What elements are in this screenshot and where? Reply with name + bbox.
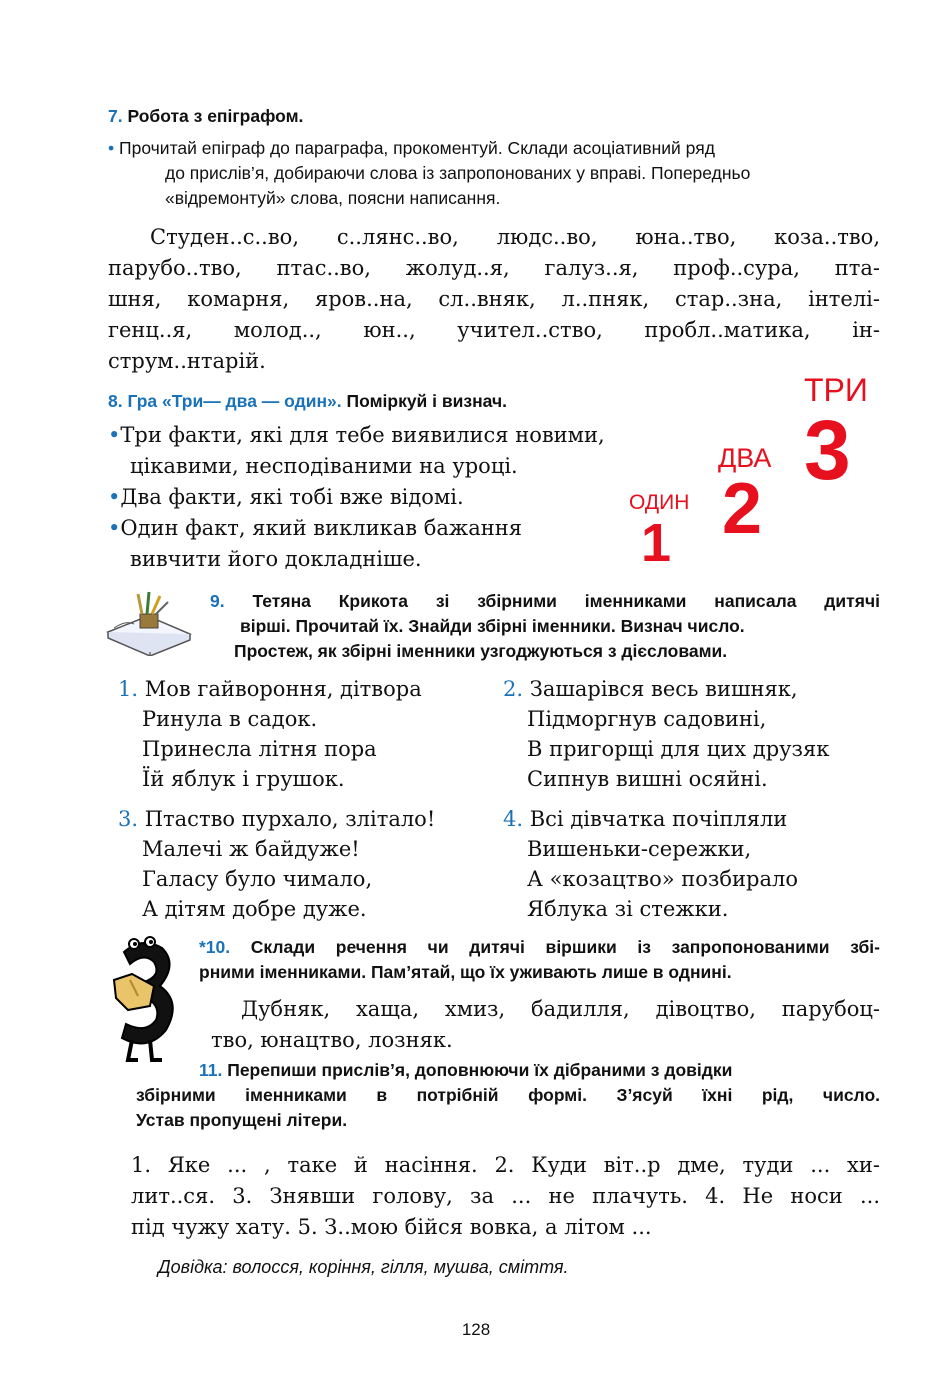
task-11-heading — [136, 1058, 880, 1133]
task-7-instruction — [108, 136, 880, 211]
poem-number: 1. — [118, 677, 139, 701]
poem-line: Зашарівся весь вишняк, — [529, 677, 798, 701]
poem-4 — [503, 804, 798, 924]
task-8-heading — [108, 389, 507, 414]
notebook-pencils-icon — [104, 590, 196, 656]
dva-number: 2 — [722, 469, 763, 549]
words-line: Дубняк, хаща, хмиз, бадилля, дівоцтво, парубоц- — [241, 997, 880, 1021]
task-11-number: 11. — [199, 1060, 223, 1080]
list-item: Один факт, який викликав бажання — [120, 516, 522, 540]
task-9-number: 9. — [210, 591, 225, 611]
poem-line: Малечі ж байдуже! — [142, 837, 360, 861]
odyn-number: 1 — [641, 513, 672, 573]
task-10-heading — [199, 935, 880, 985]
task-8-title-blue: 8. Гра «Три— два — один». — [108, 391, 342, 411]
number-three-mascot-icon — [104, 934, 180, 1062]
odyn-label: ОДИН — [629, 491, 690, 514]
poem-line: Яблука зі стежки. — [527, 897, 729, 921]
poem-line: Принесла літня пора — [142, 737, 377, 761]
bullet-icon: • — [108, 138, 115, 158]
task-11-line: Устав пропущені літери. — [136, 1110, 348, 1130]
tri-number: 3 — [804, 403, 851, 497]
poem-line: Галасу було чимало, — [142, 867, 373, 891]
poem-number: 4. — [503, 807, 524, 831]
words-line: струм..нтарій. — [108, 349, 266, 373]
poem-number: 2. — [503, 677, 524, 701]
page-number: 128 — [461, 1320, 491, 1339]
poem-2 — [503, 674, 829, 794]
bullet-icon: • — [108, 423, 121, 447]
words-line: тво, юнацтво, лозняк. — [211, 1028, 453, 1052]
poem-number: 3. — [118, 807, 139, 831]
bullet-icon: • — [108, 485, 121, 509]
list-item: Три факти, які для тебе виявилися новими, — [120, 423, 605, 447]
task-7-title: Робота з епіграфом. — [127, 106, 304, 126]
bullet-icon: • — [108, 516, 121, 540]
poem-line: Підморгнув садовині, — [527, 707, 767, 731]
task-11-line: Перепиши прислів’я, доповнюючи їх дібраними з довідки — [227, 1060, 733, 1080]
task-7-heading — [108, 104, 303, 129]
reference-note: Довідка: волосся, коріння, гілля, мушва, сміття. — [158, 1257, 569, 1277]
task-11-line: збірними іменниками в потрібній формі. З’ясуй їхні рід, число. — [136, 1085, 880, 1105]
words-line: генц..я, молод.., юн.., учител..ство, пробл..матика, ін- — [108, 318, 880, 342]
poem-3 — [118, 804, 435, 924]
words-line: шня, комарня, яров..на, сл..вняк, л..пняк, стар..зна, інтелі- — [108, 287, 880, 311]
task-9-heading — [210, 589, 880, 664]
proverb-line: лит..ся. 3. Знявши голову, за ... не плачуть. 4. Не носи ... — [131, 1184, 880, 1208]
poem-1 — [118, 674, 422, 794]
task-7-number: 7. — [108, 106, 123, 126]
task-9-line: Простеж, як збірні іменники узгоджуються з дієсловами. — [234, 641, 728, 661]
task-9-line: Тетяна Крикота зі збірними іменниками написала дитячі — [252, 591, 880, 611]
task-9-line: вірші. Прочитай їх. Знайди збірні іменники. Визнач число. — [240, 616, 745, 636]
words-line: парубо..тво, птас..во, жолуд..я, галуз..я, проф..сура, пта- — [108, 256, 880, 280]
task-10-number: *10. — [199, 937, 231, 957]
dva-label: ДВА — [718, 443, 772, 473]
list-item: вивчити його докладніше. — [130, 547, 422, 571]
list-item: цікавими, несподіваними на уроці. — [130, 454, 518, 478]
poem-line: Птаство пурхало, злітало! — [144, 807, 436, 831]
task-10-line: рними іменниками. Пам’ятай, що їх уживають лише в однині. — [199, 962, 732, 982]
list-item: Два факти, які тобі вже відомі. — [120, 485, 464, 509]
task-8-list — [108, 420, 708, 575]
task-7-instr-line: «відремонтуй» слова, поясни написання. — [165, 188, 501, 208]
tri-label: ТРИ — [804, 372, 868, 408]
task-7-instr-line: Прочитай епіграф до параграфа, прокоментуй. Склади асоціативний ряд — [119, 138, 715, 158]
poem-line: Ринула в садок. — [142, 707, 318, 731]
poem-line: Всі дівчатка почіпляли — [529, 807, 788, 831]
poem-line: Сипнув вишні осяйні. — [527, 767, 768, 791]
poem-line: А «козацтво» позбирало — [527, 867, 798, 891]
poem-line: Вишеньки-сережки, — [527, 837, 752, 861]
proverb-line: 1. Яке ... , таке й насіння. 2. Куди віт..р дме, туди ... хи- — [131, 1153, 880, 1177]
poem-line: Їй яблук і грушок. — [142, 767, 345, 791]
poem-line: А дітям добре дуже. — [142, 897, 367, 921]
task-10-words — [199, 994, 880, 1056]
task-7-instr-line: до прислів’я, добираючи слова із запропонованих у вправі. Попередньо — [165, 163, 751, 183]
words-line: Студен..с..во, с..лянс..во, людс..во, юна..тво, коза..тво, — [150, 225, 880, 249]
poem-line: В пригорщі для цих друзяк — [527, 737, 830, 761]
task-11-proverbs — [131, 1150, 880, 1243]
task-7-words — [108, 222, 880, 377]
proverb-line: під чужу хату. 5. З..мою бійся вовка, а літом ... — [131, 1215, 652, 1239]
poem-line: Мов гайвороння, дітвора — [144, 677, 422, 701]
task-8-title: Поміркуй і визнач. — [346, 391, 508, 411]
task-10-line: Склади речення чи дитячі віршики із запропонованими збі- — [250, 937, 880, 957]
